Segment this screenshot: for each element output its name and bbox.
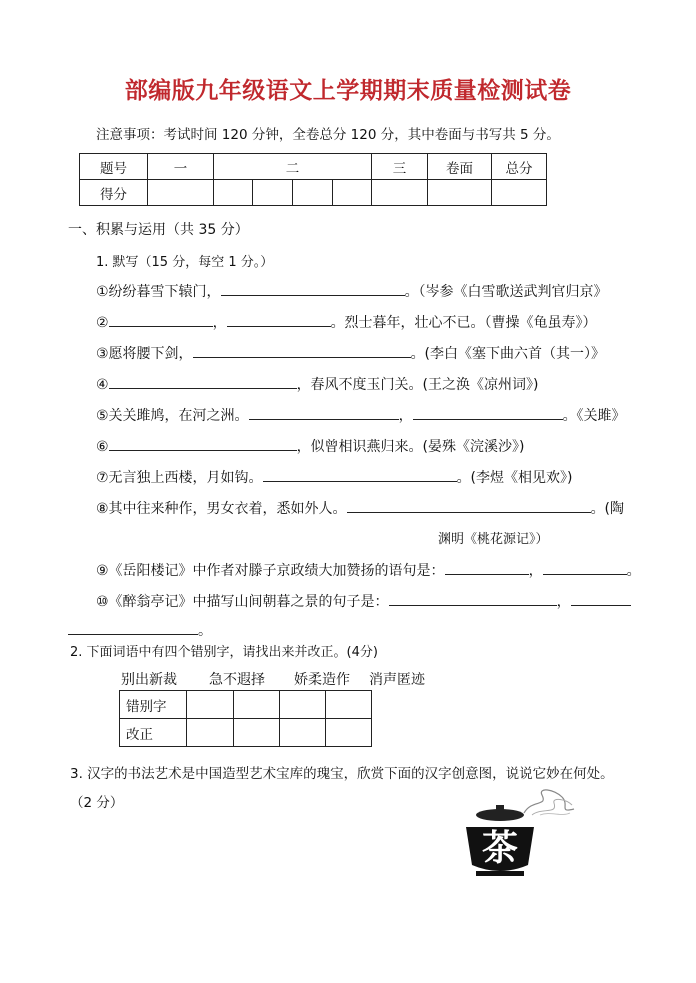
- exam-notice: 注意事项：考试时间 120 分钟，全卷总分 120 分，其中卷面与书写共 5 分。: [96, 127, 560, 143]
- tea-calligraphy-image: [462, 785, 582, 885]
- word-item: 急不遐择: [209, 672, 265, 688]
- table-cell: 总分: [492, 154, 547, 180]
- answer-blank[interactable]: [571, 591, 631, 606]
- answer-blank[interactable]: [389, 591, 557, 606]
- answer-blank[interactable]: [227, 312, 331, 327]
- score-cell[interactable]: [492, 180, 547, 206]
- answer-blank[interactable]: [193, 343, 411, 358]
- dictation-line: ② ， 。烈士暮年，壮心不已。（曹操《龟虽寿》）: [96, 312, 597, 332]
- answer-cell[interactable]: [187, 719, 234, 747]
- answer-blank[interactable]: [413, 405, 563, 420]
- answer-cell[interactable]: [326, 691, 372, 719]
- dictation-line: ①纷纷暮雪下辕门， 。（岑参《白雪歌送武判官归京》: [96, 281, 608, 301]
- table-cell: 得分: [80, 180, 148, 206]
- score-cell[interactable]: [253, 180, 293, 206]
- steam-curl: [532, 799, 572, 815]
- answer-blank[interactable]: [249, 405, 399, 420]
- answer-cell[interactable]: [280, 719, 326, 747]
- score-cell[interactable]: [372, 180, 428, 206]
- lid-knob: [496, 805, 504, 811]
- score-cell[interactable]: [293, 180, 333, 206]
- table-row: [80, 180, 547, 206]
- dictation-line-continuation: 渊明《桃花源记》）: [438, 532, 549, 547]
- answer-blank[interactable]: [109, 436, 297, 451]
- dictation-line: ⑦无言独上西楼，月如钩。 。(李煜《相见欢》): [96, 467, 573, 487]
- cup-saucer: [476, 871, 524, 876]
- answer-cell[interactable]: [280, 691, 326, 719]
- word-item: 消声匿迹: [369, 672, 425, 688]
- question-title: 3. 汉字的书法艺术是中国造型艺术宝库的瑰宝，欣赏下面的汉字创意图，说说它妙在何处。: [70, 766, 614, 782]
- table-cell: 一: [148, 154, 214, 180]
- section-heading: 一、积累与运用（共 35 分）: [68, 222, 249, 238]
- dictation-line: ⑥ ，似曾相识燕归来。(晏殊《浣溪沙》): [96, 436, 525, 456]
- table-row: [80, 154, 547, 180]
- answer-blank[interactable]: [68, 620, 198, 635]
- table-cell: 改正: [120, 719, 187, 747]
- score-cell[interactable]: [214, 180, 253, 206]
- table-cell: 三: [372, 154, 428, 180]
- tea-glyph: 茶: [481, 828, 519, 869]
- table-row: [120, 691, 372, 719]
- score-cell[interactable]: [333, 180, 372, 206]
- score-table: [79, 153, 547, 206]
- dictation-line: ⑨《岳阳楼记》中作者对滕子京政绩大加赞扬的语句是： ， 。: [96, 560, 641, 580]
- dictation-line: ⑧其中往来种作，男女衣着，悉如外人。 。(陶: [96, 498, 624, 518]
- table-cell: 二: [214, 154, 372, 180]
- correction-table: [119, 690, 372, 747]
- table-row: [120, 719, 372, 747]
- page-title: 部编版九年级语文上学期期末质量检测试卷: [124, 78, 572, 104]
- answer-blank[interactable]: [109, 374, 297, 389]
- dictation-line: ⑩《醉翁亭记》中描写山间朝暮之景的句子是： ，: [96, 591, 631, 611]
- answer-cell[interactable]: [234, 719, 280, 747]
- dictation-line: ③愿将腰下剑， 。(李白《塞下曲六首（其一）》: [96, 343, 605, 363]
- dictation-line: ④ ，春风不度玉门关。(王之涣《凉州词》): [96, 374, 539, 394]
- word-item: 别出新裁: [121, 672, 177, 688]
- question-title: 2. 下面词语中有四个错别字，请找出来并改正。(4分): [70, 645, 378, 660]
- question-title: 1. 默写（15 分，每空 1 分。）: [96, 255, 274, 270]
- steam-curl: [540, 813, 570, 815]
- score-cell[interactable]: [148, 180, 214, 206]
- answer-cell[interactable]: [326, 719, 372, 747]
- dictation-line: ⑤关关雎鸠，在河之洲。 ， 。《关雎》: [96, 405, 626, 425]
- answer-blank[interactable]: [347, 498, 591, 513]
- table-cell: 题号: [80, 154, 148, 180]
- answer-blank[interactable]: [263, 467, 457, 482]
- table-cell: 错别字: [120, 691, 187, 719]
- dictation-line: 。: [68, 620, 212, 640]
- question-points: （2 分）: [70, 795, 124, 811]
- score-cell[interactable]: [428, 180, 492, 206]
- answer-blank[interactable]: [543, 560, 627, 575]
- answer-cell[interactable]: [234, 691, 280, 719]
- answer-cell[interactable]: [187, 691, 234, 719]
- answer-blank[interactable]: [109, 312, 213, 327]
- table-cell: 卷面: [428, 154, 492, 180]
- answer-blank[interactable]: [445, 560, 529, 575]
- answer-blank[interactable]: [221, 281, 405, 296]
- word-item: 娇柔造作: [294, 672, 350, 688]
